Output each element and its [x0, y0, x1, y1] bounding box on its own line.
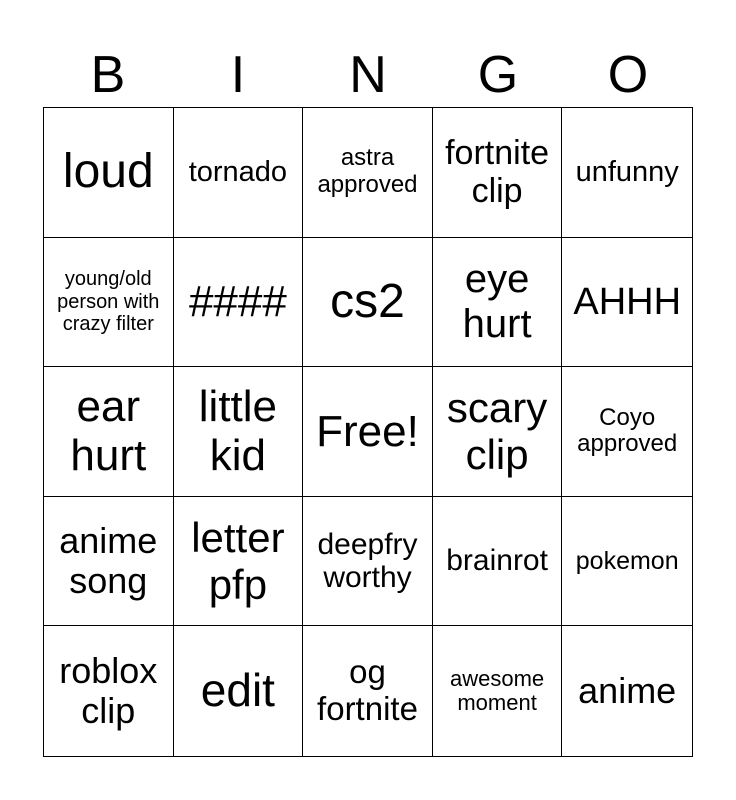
bingo-cell[interactable]: [433, 238, 563, 368]
bingo-cell[interactable]: [44, 367, 174, 497]
bingo-cell[interactable]: [562, 367, 692, 497]
bingo-cell-label: og fortnite: [317, 653, 418, 728]
bingo-cell-label: astra approved: [317, 144, 418, 199]
bingo-cell[interactable]: [44, 497, 174, 627]
bingo-board: [43, 107, 693, 757]
bingo-cell-label: brainrot: [446, 544, 548, 578]
bingo-cell-label: awesome moment: [450, 665, 545, 716]
bingo-cell-label: ear hurt: [70, 382, 147, 481]
bingo-cell[interactable]: [174, 108, 304, 238]
bingo-cell-label: loud: [62, 145, 154, 199]
bingo-cell[interactable]: [303, 238, 433, 368]
bingo-cell-label: ####: [188, 277, 287, 327]
bingo-cell-label: letter pfp: [191, 514, 285, 609]
bingo-cell-label: young/old person with crazy filter: [57, 268, 160, 336]
bingo-cell-label: tornado: [188, 156, 288, 189]
bingo-cell[interactable]: [303, 497, 433, 627]
bingo-cell[interactable]: [433, 108, 563, 238]
bingo-cell-label: Free!: [316, 406, 419, 456]
bingo-header: [43, 44, 693, 106]
bingo-cell[interactable]: [44, 108, 174, 238]
header-letter-n: N: [349, 46, 387, 104]
bingo-cell[interactable]: [174, 367, 304, 497]
bingo-cell[interactable]: [303, 367, 433, 497]
bingo-cell-label: deepfry worthy: [317, 527, 418, 595]
bingo-cell-label: unfunny: [575, 156, 679, 189]
bingo-cell[interactable]: [174, 626, 304, 756]
bingo-cell[interactable]: [562, 108, 692, 238]
bingo-cell[interactable]: [174, 238, 304, 368]
bingo-cell[interactable]: [303, 626, 433, 756]
header-letter-b: B: [90, 46, 126, 104]
bingo-cell-label: little kid: [198, 382, 278, 481]
bingo-cell[interactable]: [562, 238, 692, 368]
header-letter-g: G: [477, 46, 519, 104]
bingo-cell-label: AHHH: [573, 280, 682, 323]
bingo-cell-label: scary clip: [446, 384, 548, 479]
bingo-cell-label: eye hurt: [462, 257, 532, 346]
bingo-cell[interactable]: [562, 497, 692, 627]
bingo-cell[interactable]: [433, 497, 563, 627]
bingo-cell-label: anime song: [59, 519, 158, 602]
bingo-cell[interactable]: [44, 626, 174, 756]
bingo-cell[interactable]: [303, 108, 433, 238]
header-letter-o: O: [607, 46, 649, 104]
bingo-cell-label: edit: [200, 664, 275, 717]
bingo-cell-label: fortnite clip: [445, 134, 550, 211]
header-letter-i: I: [230, 46, 246, 104]
bingo-cell[interactable]: [44, 238, 174, 368]
bingo-cell-label: roblox clip: [59, 649, 158, 732]
bingo-cell[interactable]: [433, 367, 563, 497]
bingo-cell-label: cs2: [330, 275, 405, 329]
bingo-cell[interactable]: [562, 626, 692, 756]
bingo-cell-label: pokemon: [575, 547, 679, 576]
bingo-cell[interactable]: [433, 626, 563, 756]
bingo-cell-label: Coyo approved: [577, 403, 678, 458]
bingo-cell[interactable]: [174, 497, 304, 627]
bingo-cell-label: anime: [578, 670, 677, 712]
